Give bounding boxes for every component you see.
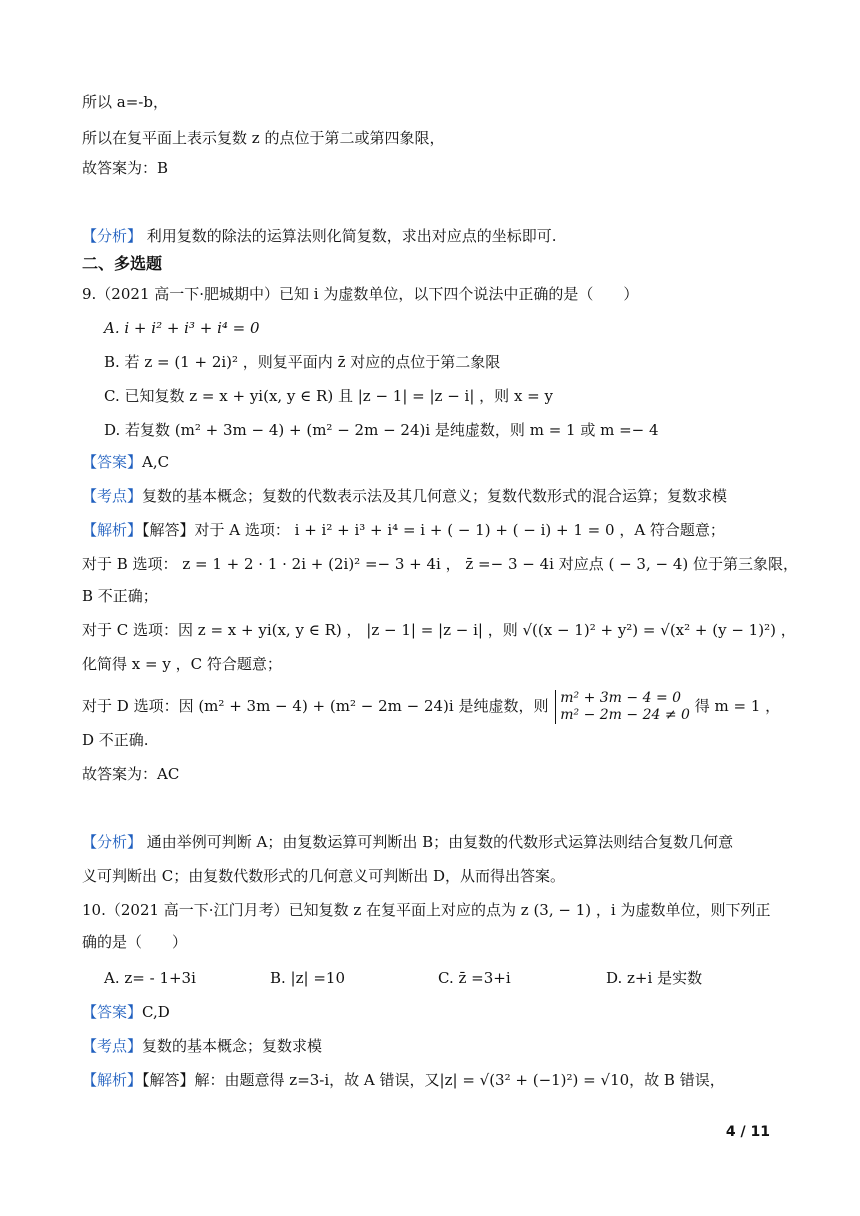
solution-line: B 不正确； (82, 587, 158, 605)
solution-line-system (82, 690, 780, 724)
q9-option-a: A. i + i² + i³ + i⁴ = 0 (104, 319, 260, 337)
solution-text: 【解答】解：由题意得 z=3-i，故 A 错误，又|z| = √(3² + (−1)²) = √10，故 B 错误， (142, 1071, 725, 1089)
analysis-tag: 【分析】 (82, 833, 143, 851)
point-tag: 【考点】 (82, 1037, 143, 1055)
question-10-cont: 确的是（ ） (82, 933, 188, 951)
text-line: 故答案为：B (82, 159, 169, 177)
system-eq-1: m² + 3m − 4 = 0 (560, 690, 682, 706)
question-9: 9.（2021 高一下·肥城期中）已知 i 为虚数单位，以下四个说法中正确的是（ ） (82, 285, 639, 303)
answer-line (82, 452, 169, 472)
analysis-text: 通由举例可判断 A；由复数运算可判断出 B；由复数的代数形式运算法则结合复数几何意 (142, 833, 734, 851)
answer-text: C,D (142, 1003, 170, 1021)
answer-text: A,C (142, 453, 170, 471)
q9-option-d: D. 若复数 (m² + 3m − 4) + (m² − 2m − 24)i 是纯虚数，则 m = 1 或 m =− 4 (104, 421, 659, 439)
point-line (82, 486, 727, 506)
solution-line: 化简得 x = y ，C 符合题意； (82, 655, 282, 673)
equation-system (555, 690, 690, 724)
q9-option-c: C. 已知复数 z = x + yi(x, y ∈ R) 且 |z − 1| = |z − i| ，则 x = y (104, 387, 553, 405)
text-line: 所以在复平面上表示复数 z 的点位于第二或第四象限， (82, 129, 445, 147)
q10-option-b: B. |z| =10 (270, 969, 345, 987)
q10-option-d: D. z+i 是实数 (606, 969, 703, 987)
solution-line (82, 1070, 725, 1090)
q10-option-a: A. z= - 1+3i (104, 969, 196, 987)
solution-text: 【解答】对于 A 选项： i + i² + i³ + i⁴ = i + ( − 1) + ( − i) + 1 = 0 ，A 符合题意； (142, 521, 725, 539)
solution-text: 得 m = 1 ， (694, 697, 781, 715)
answer-tag: 【答案】 (82, 1003, 143, 1021)
solution-tag: 【解析】 (82, 1071, 143, 1089)
solution-line: 故答案为：AC (82, 765, 180, 783)
answer-line (82, 1002, 170, 1022)
solution-text: 对于 D 选项：因 (m² + 3m − 4) + (m² − 2m − 24)i 是纯虚数，则 (82, 697, 549, 715)
point-tag: 【考点】 (82, 487, 143, 505)
analysis-line: 义可判断出 C；由复数代数形式的几何意义可判断出 D，从而得出答案。 (82, 867, 566, 885)
solution-line: 对于 B 选项： z = 1 + 2 · 1 · 2i + (2i)² =− 3 + 4i ， z̄ =− 3 − 4i 对应点 ( − 3, − 4) 位于第三象限， (82, 555, 799, 573)
section-title: 二、多选题 (82, 254, 163, 273)
analysis-line (82, 226, 557, 246)
solution-tag: 【解析】 (82, 521, 143, 539)
point-line (82, 1036, 322, 1056)
solution-line (82, 520, 725, 540)
analysis-tag: 【分析】 (82, 227, 143, 245)
answer-tag: 【答案】 (82, 453, 143, 471)
solution-line: 对于 C 选项：因 z = x + yi(x, y ∈ R) ， |z − 1| = |z − i| ，则 √((x − 1)² + y²) = √(x² + (y − 1)²) ， (82, 621, 796, 639)
point-text: 复数的基本概念；复数的代数表示法及其几何意义；复数代数形式的混合运算；复数求模 (142, 487, 728, 505)
system-eq-2: m² − 2m − 24 ≠ 0 (560, 707, 690, 723)
solution-line: D 不正确. (82, 731, 149, 749)
question-10: 10.（2021 高一下·江门月考）已知复数 z 在复平面上对应的点为 z (3, − 1) ，i 为虚数单位，则下列正 (82, 901, 771, 919)
text-line: 所以 a=-b， (82, 93, 168, 111)
q9-option-b: B. 若 z = (1 + 2i)² ，则复平面内 z̄ 对应的点位于第二象限 (104, 353, 501, 371)
q10-option-c: C. z̄ =3+i (438, 969, 511, 987)
analysis-line (82, 832, 733, 852)
analysis-text: 利用复数的除法的运算法则化简复数，求出对应点的坐标即可. (142, 227, 557, 245)
point-text: 复数的基本概念；复数求模 (142, 1037, 323, 1055)
page-number: 4 / 11 (725, 1124, 770, 1140)
